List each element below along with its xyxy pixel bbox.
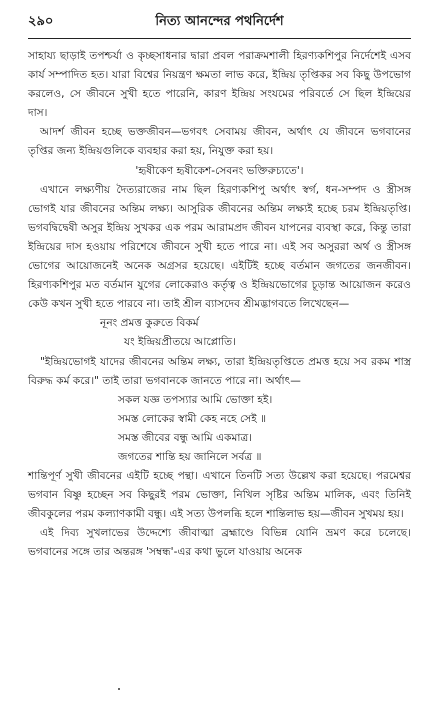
paragraph: "ইন্দ্রিয়ভোগই যাদের জীবনের অন্তিম লক্ষ্য, তারা ইন্দ্রিয়তৃপ্তিতে প্রমত্ত হয়ে সব রকম শাস্ত্র বিরুদ্ধ কর্ম করে।" তাই তারা ভগবানকে জানতে পারে না। অর্থাৎ— bbox=[28, 355, 411, 387]
header-rule bbox=[28, 38, 411, 39]
body-text bbox=[28, 47, 411, 563]
verse-line: নূনং প্রমত্ত কুরুতে বিকর্ম bbox=[100, 317, 199, 330]
paragraph: শান্তিপূর্ণ সুখী জীবনের এইটি হচ্ছে পন্থা। এখানে তিনটি সত্য উল্লেখ করা হয়েছে। পরমেশ্বর ভগবান বিষ্ণু হচ্ছেন সব কিছুরই পরম ভোক্তা, নিখিল সৃষ্টির অন্তিম মালিক, এবং তিনিই জীবকুলের পরম কল্যাণকামী বন্ধু। এই সত্য উপলব্ধি হলে শান্তিলাভ হয়—জীবন সুখময় হয়। bbox=[28, 470, 411, 521]
poem-line: সমস্ত জীবের বন্ধু আমি একমাত্র। bbox=[118, 431, 253, 444]
poem-line: সমস্ত লোকের স্বামী কেহ নহে সেই ॥ bbox=[118, 412, 267, 425]
paragraph: এখানে লক্ষ্যণীয় দৈত্যরাজের নাম ছিল হিরণ্যকশিপু অর্থাৎ স্বর্গ, ধন-সম্পদ ও স্ত্রীসঙ্গ ভোগই যার জীবনের অন্তিম লক্ষ্য। আসুরিক জীবনের অন্তিম লক্ষ্যই হচ্ছে চরম ইন্দ্রিয়তৃপ্তি। ভগবদ্বিদ্বেষী অসুর ইন্দ্রিয় সুখকর এক পরম আরামপ্রদ জীবন যাপনের ব্যবস্থা করে, কিন্তু তারা ইন্দ্রিয়ের দাস হওয়ায় পরিশেষে জীবনে সুখী হতে পারে না। এই সব অসুররা অর্থ ও স্ত্রীসঙ্গ ভোগের আয়োজনেই অনেক অগ্রসর হয়েছে। এইটিই হচ্ছে বর্তমান জগতের জনজীবন। হিরণ্যকশিপুর মত বর্তমান যুগের লোকেরাও কর্তৃত্ব ও ইন্দ্রিয়ভোগের চূড়ান্ত আয়োজন করেও কেউ কখন সুখী হতে পারবে না। তাই শ্রীল ব্যাসদেব শ্রীমদ্ভাগবতে লিখেছেন— bbox=[28, 183, 411, 311]
running-title: নিত্য আনন্দের পথনির্দেশ bbox=[155, 14, 284, 29]
paragraph: সাহায্য ছাড়াই তপশ্চর্যা ও কৃচ্ছসাধনার দ্বারা প্রবল পরাক্রমশালী হিরণ্যকশিপুর নির্দেশেই এসব কার্য সম্পাদিত হত। যারা বিশ্বের নিয়ন্ত্রণ ক্ষমতা লাভ করে, ইন্দ্রিয় তৃপ্তিকর সব কিছু উপভোগ করলেও, সে জীবনে সুখী হতে পারেনি, কারণ ইন্দ্রিয় সংযমের পরিবর্তে সে ছিল ইন্দ্রিয়ের দাস। bbox=[28, 50, 411, 120]
paragraph: এই দিব্য সুখলাভের উদ্দেশ্যে জীবাত্মা ব্রহ্মাণ্ডে বিভিন্ন যোনি ভ্রমণ করে চলেছে। ভগবানের সঙ্গে তার অন্তরঙ্গ 'সম্বন্ধ'-এর কথা ভুলে যাওয়ায় অনেক bbox=[28, 527, 411, 559]
page-number: ২৯০ bbox=[28, 14, 54, 29]
print-speck bbox=[118, 688, 120, 690]
poem-line: সকল যজ্ঞ তপস্যার আমি ভোক্তা হই। bbox=[118, 393, 273, 406]
paragraph: আদর্শ জীবন হচ্ছে ভক্তজীবন—ভগবৎ সেবাময় জীবন, অর্থাৎ যে জীবনে ভগবানের তৃপ্তির জন্য ইন্দ্রিয়গুলিকে ব্যবহার করা হয়, নিযুক্ত করা হয়। bbox=[28, 126, 411, 158]
verse-line: যং ইন্দ্রিয়প্রীতয়ে আপ্লোতি। bbox=[124, 336, 236, 349]
poem-line: জগতের শান্তি হয় জানিলে সর্বত্র ॥ bbox=[118, 450, 262, 463]
sanskrit-quote: 'হৃষীকেণ হৃষীকেশ-সেবনং ভক্তিরুচ্যতে'। bbox=[135, 164, 304, 177]
page-header bbox=[28, 8, 411, 30]
